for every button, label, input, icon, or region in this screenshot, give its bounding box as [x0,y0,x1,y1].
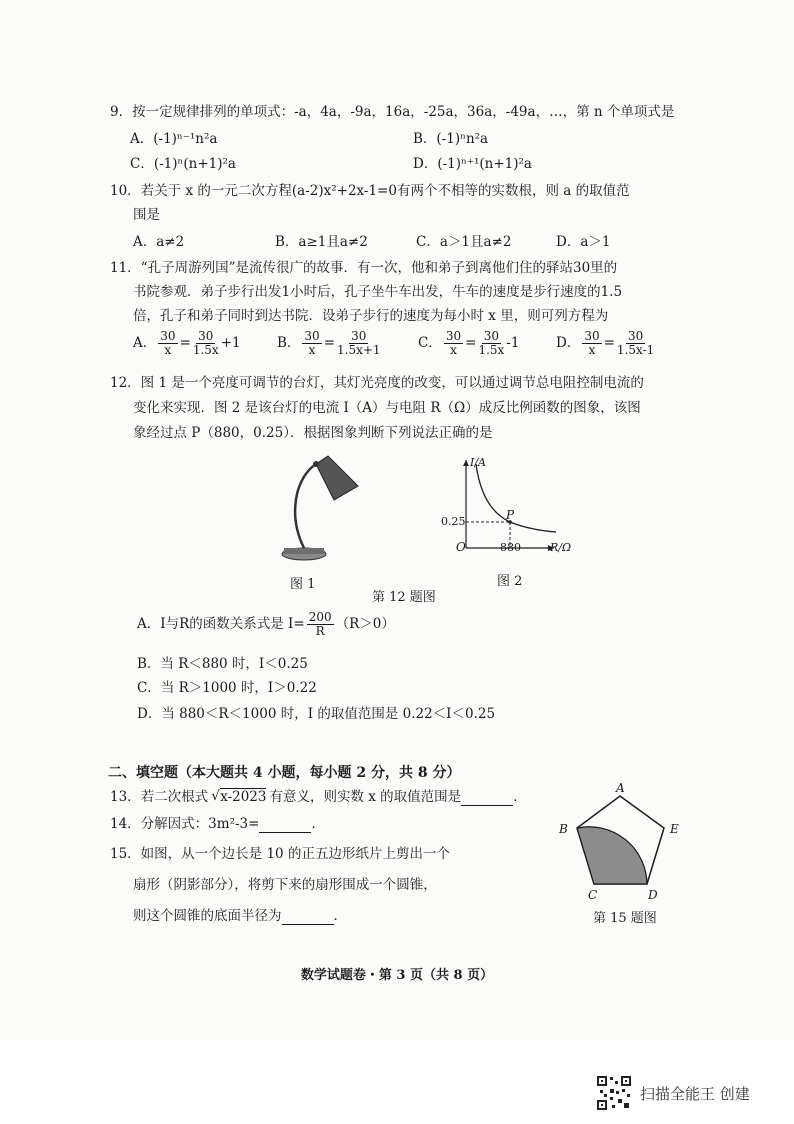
pentagon-label-d: D [648,888,658,902]
q14-stem: 14．分解因式：3m²-3= ． [110,816,325,832]
q9-option-c: C．(-1)ⁿ(n+1)²a [130,156,236,172]
q9-option-d: D．(-1)ⁿ⁺¹(n+1)²a [413,156,532,172]
q9-option-a: A．(-1)ⁿ⁻¹n²a [130,131,218,147]
q10-stem-line1: 10．若关于 x 的一元二次方程(a-2)x²+2x-1=0有两个不相等的实数根，则 a 的取值范 [110,183,630,199]
q12-option-a: A．I与R的函数关系式是 I= $\frac{200}{R}$ （R＞0） [137,610,395,638]
q12-stem-line1: 12．图 1 是一个亮度可调节的台灯，其灯光亮度的改变，可以通过调节总电阻控制电流的 [110,375,644,391]
q9-option-b: B．(-1)ⁿn²a [413,131,489,147]
q11-stem-line3: 倍，孔子和弟子同时到达书院．设弟子步行的速度为每小时 x 里，则可列方程为 [133,308,609,324]
pentagon-label-c: C [588,888,598,902]
q9-stem: 9．按一定规律排列的单项式：-a，4a，-9a，16a，-25a，36a，-49a，…，第 n 个单项式是 [110,104,675,120]
q10-option-c: C．a＞1且a≠2 [416,234,512,250]
graph-y-label: I/A [470,456,486,469]
q10-stem-line2: 围是 [133,207,160,223]
q10-option-a: A．a≠2 [133,234,185,250]
q10-option-d: D．a＞1 [556,234,611,250]
fig12-title: 第 12 题图 [372,590,436,605]
q11-option-a: A． $\frac{30}{x}$ = $\frac{30}{1.5x}$ +1 [133,329,241,357]
q15-stem-line3: 则这个圆锥的底面半径为 ． [133,908,347,924]
q12-option-b: B．当 R＜880 时，I＜0.25 [137,656,308,672]
fig2-caption: 图 2 [497,574,523,589]
q13-answer-blank[interactable] [461,791,513,806]
graph-point-label: P [506,508,515,522]
q12-option-d: D．当 880＜R＜1000 时，I 的取值范围是 0.22＜I＜0.25 [137,706,496,722]
pentagon-label-a: A [616,781,625,795]
scanner-watermark-text: 扫描全能王 创建 [640,1085,750,1103]
section-fill-in-title: 二、填空题（本大题共 4 小题，每小题 2 分，共 8 分） [108,765,461,781]
page-footer: 数学试题卷・第 3 页（共 8 页） [300,968,494,983]
graph-y-tick: 0.25 [441,515,466,528]
q12-option-c: C．当 R＞1000 时，I＞0.22 [137,680,317,696]
qr-code-icon [596,1075,632,1111]
q14-answer-blank[interactable] [259,818,311,833]
graph-x-label: R/Ω [550,541,572,554]
q13-stem: 13．若二次根式 √ x-2023 有意义，则实数 x 的取值范围是 ． [110,788,527,805]
fig15-caption: 第 15 题图 [593,911,657,926]
scanner-strip [0,1040,794,1124]
q10-option-b: B．a≥1且a≠2 [275,234,368,250]
q11-option-c: C． $\frac{30}{x}$ = $\frac{30}{1.5x}$ -1 [418,329,520,357]
q12-stem-line3: 象经过点 P（880，0.25）．根据图象判断下列说法正确的是 [133,425,493,441]
pentagon-label-b: B [559,822,568,836]
q15-stem-line1: 15．如图，从一个边长是 10 的正五边形纸片上剪出一个 [110,846,450,862]
pentagon-sector-figure [560,780,690,910]
q11-option-b: B． $\frac{30}{x}$ = $\frac{30}{1.5x+1}$ [277,329,381,357]
q15-stem-line2: 扇形（阴影部分），将剪下来的扇形围成一个圆锥， [133,877,437,893]
desk-lamp-figure [270,450,370,570]
q11-stem-line2: 书院参观．弟子步行出发1小时后，孔子坐牛车出发，牛车的速度是步行速度的1.5 [133,284,623,300]
fig1-caption: 图 1 [290,577,316,592]
q11-option-d: D． $\frac{30}{x}$ = $\frac{30}{1.5x-1}$ [556,329,655,357]
pentagon-label-e: E [670,822,679,836]
q12-stem-line2: 变化来实现．图 2 是该台灯的电流 I（A）与电阻 R（Ω）成反比例函数的图象，该图 [133,400,641,416]
q15-answer-blank[interactable] [282,910,334,925]
graph-origin-label: O [456,540,466,554]
graph-x-tick: 880 [500,541,521,554]
q11-stem-line1: 11．“孔子周游列国”是流传很广的故事．有一次，他和弟子到离他们住的驿站30里的 [110,260,618,276]
